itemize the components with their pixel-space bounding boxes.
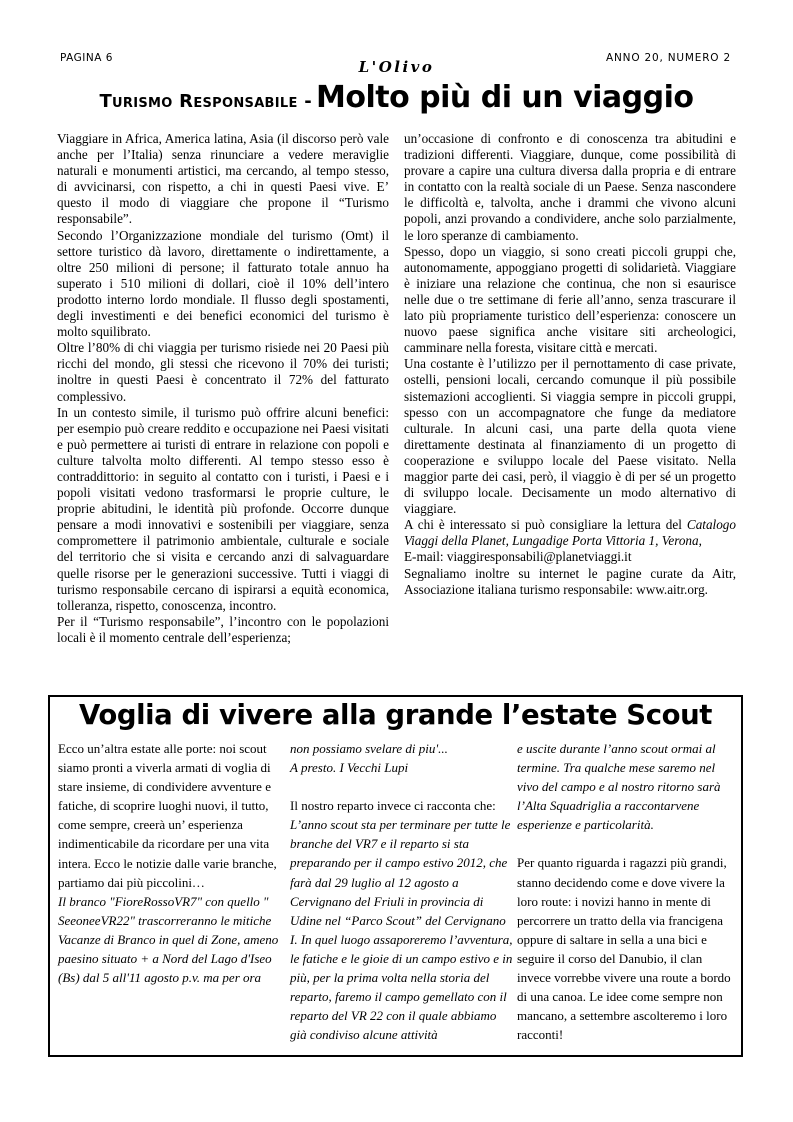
paragraph: Spesso, dopo un viaggio, si sono creati piccoli gruppi che, autonomamente, appoggiano progetti di solidarietà. Viaggiare è iniziare una relazione che continua, che non si esaurisce nelle due o tre settimane di ferie all’anno, senza trascurare il lato più propriamente turistico dell’esperienza: conoscere un nuovo paese significa anche visitare siti archeologici, camminare nella foresta, visitare città e mercati. xyxy=(404,243,736,356)
branco-text-part-1 xyxy=(58,892,280,987)
reparto-text-continued: e uscite durante l’anno scout ormai al termine. Tra qualche mese saremo nel vivo del campo e al nostro ritorno sarà l’Alta Squadriglia a raccontarvene esperienze e particolarità. xyxy=(517,741,721,833)
clan-paragraph: Per quanto riguarda i ragazzi più grandi, stanno decidendo come e dove vivere la loro route: i novizi hanno in mente di percorrere un tratto della via francigena oppure di saltare in sella a una bici e seguire il corso del Danubio, il clan invece vorrebbe vivere una route a bordo di una canoa. Le idee come sempre non mancano, a settembre ascolteremo i loro racconti! xyxy=(517,855,731,1043)
page-number: PAGINA 6 xyxy=(60,52,113,64)
article-headline xyxy=(0,80,793,115)
reading-end: , xyxy=(698,533,702,549)
paragraph: Secondo l’Organizzazione mondiale del turismo (Omt) il settore turistico dà lavoro, direttamente o indirettamente, a oltre 250 milioni di persone; il fatturato totale annuo ha superato i 510 milioni di dollari, cioè il 10% dell’intero prodotto interno lordo mondiale. Il flusso degli spostamenti, degli investimenti e dei benefici economici del turismo è molto squilibrato. xyxy=(57,227,389,340)
branco-signature xyxy=(290,758,515,777)
branco-text-continued: non possiamo svelare di piu'... xyxy=(290,741,448,756)
paragraph: Oltre l’80% di chi viaggia per turismo risiede nei 20 Paesi più ricchi del mondo, gli stessi che ricevono il 70% dei turisti; inoltre in questi Paesi è concentrato il 72% del fatturato complessivo. xyxy=(57,340,389,404)
article-title: Molto più di un viaggio xyxy=(316,80,694,115)
reparto-intro: Il nostro reparto invece ci racconta che: xyxy=(290,798,496,814)
scout-intro: Ecco un’altra estate alle porte: noi scout siamo pronti a viverla armati di voglia di stare insieme, di condividere avventure e fatiche, di scoprire luoghi nuovi, il tutto, come sempre, creerà un’ esperienza indimenticabile da ricordare per una vita intera. Ecco le notizie dalle varie branche, partiamo dai più piccolini… xyxy=(58,741,277,890)
paragraph: Per il “Turismo responsabile”, l’incontro con le popolazioni locali è il momento centrale dell’esperienza; xyxy=(57,613,389,645)
paragraph: un’occasione di confronto e di conoscenza tra abitudini e tradizioni differenti. Viaggiare, dunque, come possibilità di provare a capire una cultura diversa dalla propria e di entrare in contatto con la realtà sociale di un Paese. Senza nascondere le difficoltà e, talvolta, anche i drammi che vivono alcuni popoli, anzi provando a condividere, anche solo parzialmente, le loro speranze di cambiamento. xyxy=(404,131,736,243)
catalog-reference: Catalogo Viaggi della Planet, Lungadige Porta Vittoria 1, Verona xyxy=(404,517,736,549)
paragraph: Viaggiare in Africa, America latina, Asia (il discorso però vale anche per l’Italia) senza rinunciare a vedere meraviglie naturali e monumenti artistici, ma cercando, al tempo stesso, di avvicinarsi, con rispetto, a chi in questi Paesi vive. E’ questo il modo di viaggiare che propone il “Turismo responsabile”. xyxy=(57,131,389,227)
scout-column-2 xyxy=(290,739,515,1044)
newspaper-masthead: L'Olivo xyxy=(358,58,435,76)
paragraph: Una costante è l’utilizzo per il pernottamento di case private, ostelli, pensioni locali, cercando comunque il più possibile sistemazioni accoglienti. Si viaggia sempre in piccoli gruppi, spesso con un accompagnatore che funge da mediatore culturale. In alcuni casi, una parte della quota viene direttamente destinata al finanziamento di un progetto di cooperazione e sviluppo locale del Paese visitato. Nella maggior parte dei casi, però, il viaggio è di per sé un progetto di sviluppo locale. Decisamente un modo alternativo di viaggiare. xyxy=(404,356,736,517)
reparto-paragraph xyxy=(290,796,515,1044)
article-column-1 xyxy=(57,131,389,646)
scout-column-1 xyxy=(58,739,280,987)
article-column-2 xyxy=(404,131,736,598)
issue-number: ANNO 20, NUMERO 2 xyxy=(606,52,731,64)
paragraph: In un contesto simile, il turismo può offrire alcuni benefici: per esempio può creare reddito e occupazione nei Paesi visitati e può permettere ai turisti di entrare in relazione con popoli e culture talvolta molto differenti. Al tempo stesso esso è contraddittorio: in seguito al contatto con i turisti, i Paesi e i popoli visitati vedono trasformarsi le proprie culture, le proprie abitudini, le identità più profonde. Occorre dunque pensare a modi innovativi e sostenibili per viaggiare, senza compromettere il patrimonio ambientale, culturale e sociale del territorio che si visita e cercando anzi di salvaguardare quelle risorse per le generazioni successive. Tutti i viaggi di turismo responsabile cercano di ispirarsi a equità economica, tolleranza, rispetto, conoscenza, incontro. xyxy=(57,404,389,613)
email-line: E-mail: viaggiresponsabili@planetviaggi.it xyxy=(404,549,632,565)
reading-intro: A chi è interessato si può consigliare la lettura del xyxy=(404,517,687,533)
scout-article-title: Voglia di vivere alla grande l’estate Scout xyxy=(78,699,713,731)
scout-article-box xyxy=(48,695,743,1057)
branco-sign: A presto. I Vecchi Lupi xyxy=(290,760,409,776)
aitr-line: Segnaliamo inoltre su internet le pagine curate da Aitr, Associazione italiana turismo responsabile: www.aitr.org. xyxy=(404,565,736,597)
branco-text-part-2 xyxy=(290,739,515,758)
reading-suggestion xyxy=(404,517,736,549)
article-kicker: Turismo Responsabile - xyxy=(99,91,313,112)
reparto-text-part-2 xyxy=(517,739,739,834)
reparto-text: L’anno scout sta per terminare per tutte le branche del VR7 e il reparto si sta preparando per il campo estivo 2012, che farà dal 29 luglio al 12 agosto a Cervignano del Friuli in provincia di Udine nel “Parco Scout” del Cervignano I. In quel luogo assaporeremo l’avventura, le fatiche e le gioie di un campo estivo e in più, per la prima volta nella storia del reparto, faremo il campo gemellato con il reparto del VR 22 con il quale abbiamo già condiviso alcune attività xyxy=(290,817,513,1043)
scout-column-3 xyxy=(517,739,739,1044)
branco-text: Il branco "FioreRossoVR7" con quello " SeeoneeVR22" trascorreranno le mitiche Vacanze di Branco in quel di Zone, ameno paesino situato + a Nord del Lago d'Iseo (Bs) dal 5 all'11 agosto p.v. ma per ora xyxy=(58,893,279,986)
